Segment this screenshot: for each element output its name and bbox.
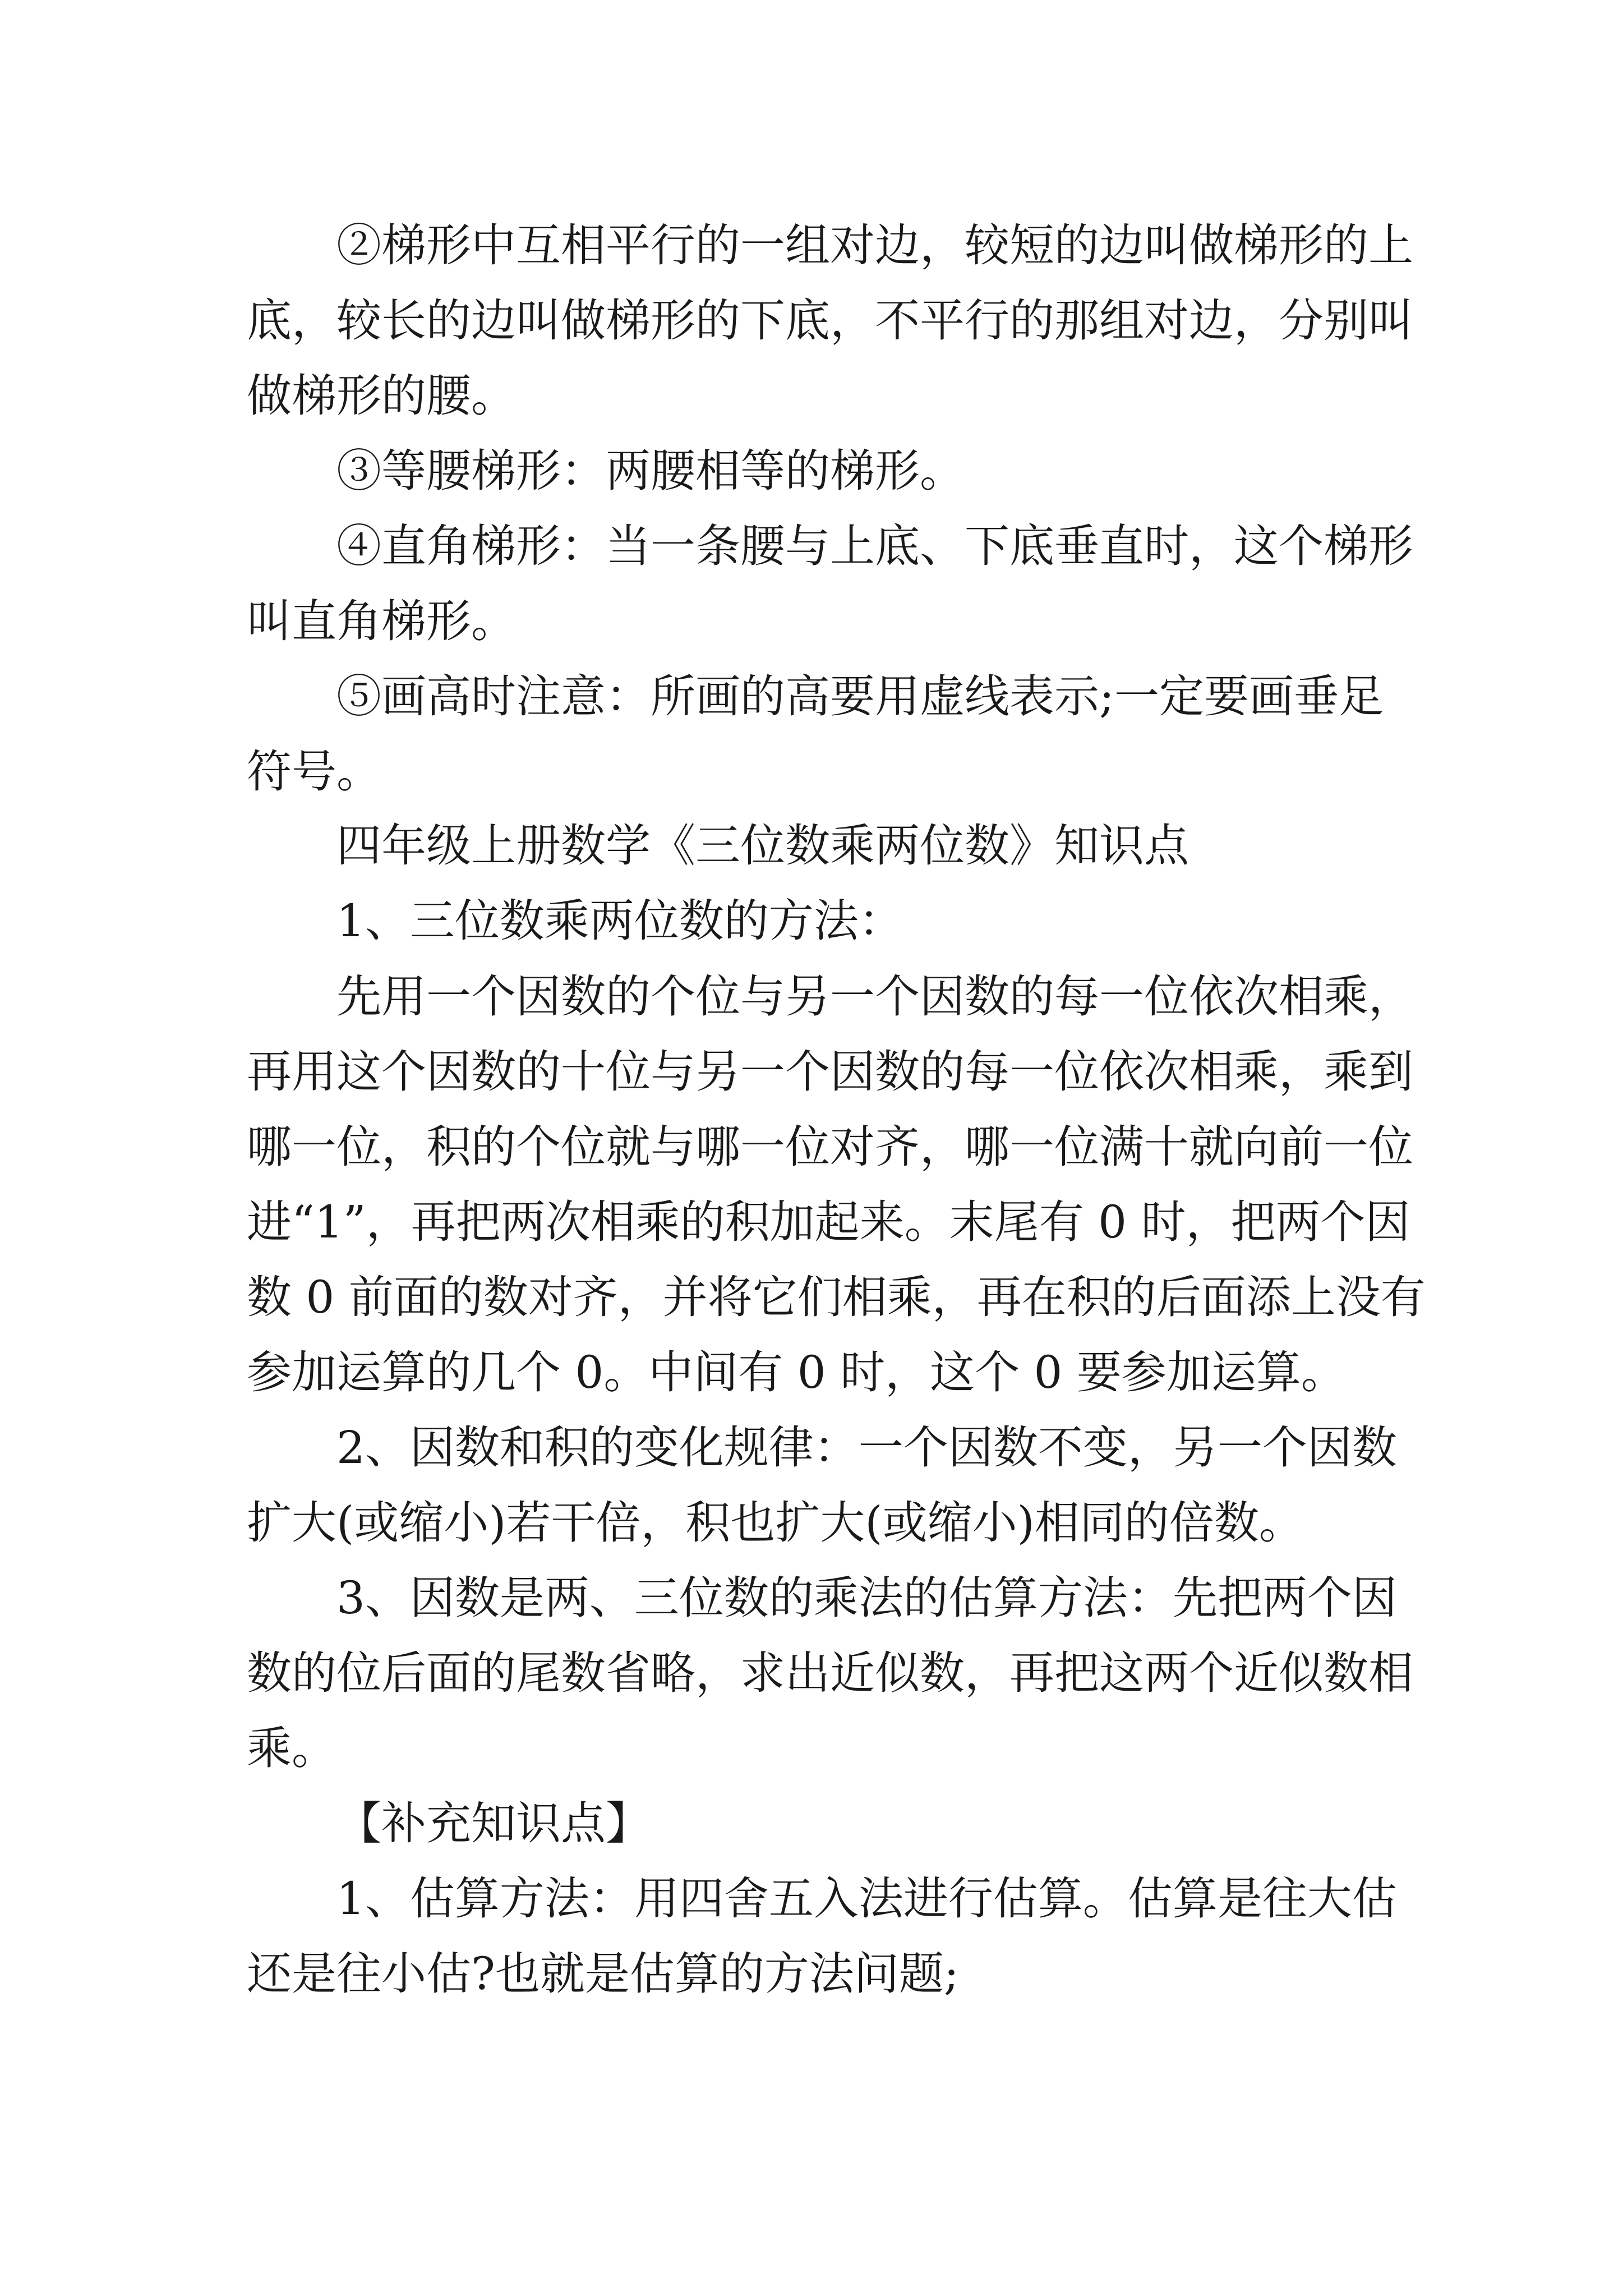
paragraph-line: 再用这个因数的十位与另一个因数的每一位依次相乘，乘到 [247, 1046, 1413, 1098]
paragraph-line: 3、因数是两、三位数的乘法的估算方法：先把两个因 [336, 1572, 1397, 1624]
paragraph-line: 数 0 前面的数对齐，并将它们相乘，再在积的后面添上没有 [247, 1271, 1426, 1323]
paragraph-line: ②梯形中互相平行的一组对边，较短的边叫做梯形的上 [336, 219, 1413, 272]
paragraph-line: 哪一位，积的个位就与哪一位对齐，哪一位满十就向前一位 [247, 1121, 1413, 1173]
paragraph-line: 扩大(或缩小)若干倍，积也扩大(或缩小)相同的倍数。 [247, 1497, 1304, 1549]
paragraph-line: 还是往小估?也就是估算的方法问题; [247, 1948, 959, 2000]
paragraph-line: 符号。 [247, 746, 381, 798]
paragraph-line: 数的位后面的尾数省略，求出近似数，再把这两个近似数相 [247, 1647, 1413, 1699]
paragraph-line: 2、因数和积的变化规律：一个因数不变，另一个因数 [336, 1421, 1397, 1474]
paragraph-line: 底，较长的边叫做梯形的下底，不平行的那组对边，分别叫 [247, 295, 1413, 347]
paragraph-line: 进“1”，再把两次相乘的积加起来。末尾有 0 时，把两个因 [247, 1196, 1410, 1248]
paragraph-line: 1、估算方法：用四舍五入法进行估算。估算是往大估 [336, 1872, 1397, 1925]
paragraph-line: 乘。 [247, 1722, 336, 1774]
paragraph-line: 做梯形的腰。 [247, 370, 516, 422]
paragraph-line: 叫直角梯形。 [247, 595, 516, 647]
paragraph-line: 先用一个因数的个位与另一个因数的每一位依次相乘， [336, 970, 1413, 1023]
section-heading: 【补充知识点】 [336, 1797, 651, 1849]
section-heading: 四年级上册数学《三位数乘两位数》知识点 [336, 820, 1189, 872]
paragraph-line: ③等腰梯形：两腰相等的梯形。 [336, 445, 965, 497]
paragraph-line: ④直角梯形：当一条腰与上底、下底垂直时，这个梯形 [336, 520, 1413, 572]
paragraph-line: 1、三位数乘两位数的方法： [336, 895, 903, 947]
paragraph-line: ⑤画高时注意：所画的高要用虚线表示;一定要画垂足 [336, 670, 1384, 723]
paragraph-line: 参加运算的几个 0。中间有 0 时，这个 0 要参加运算。 [247, 1346, 1346, 1398]
